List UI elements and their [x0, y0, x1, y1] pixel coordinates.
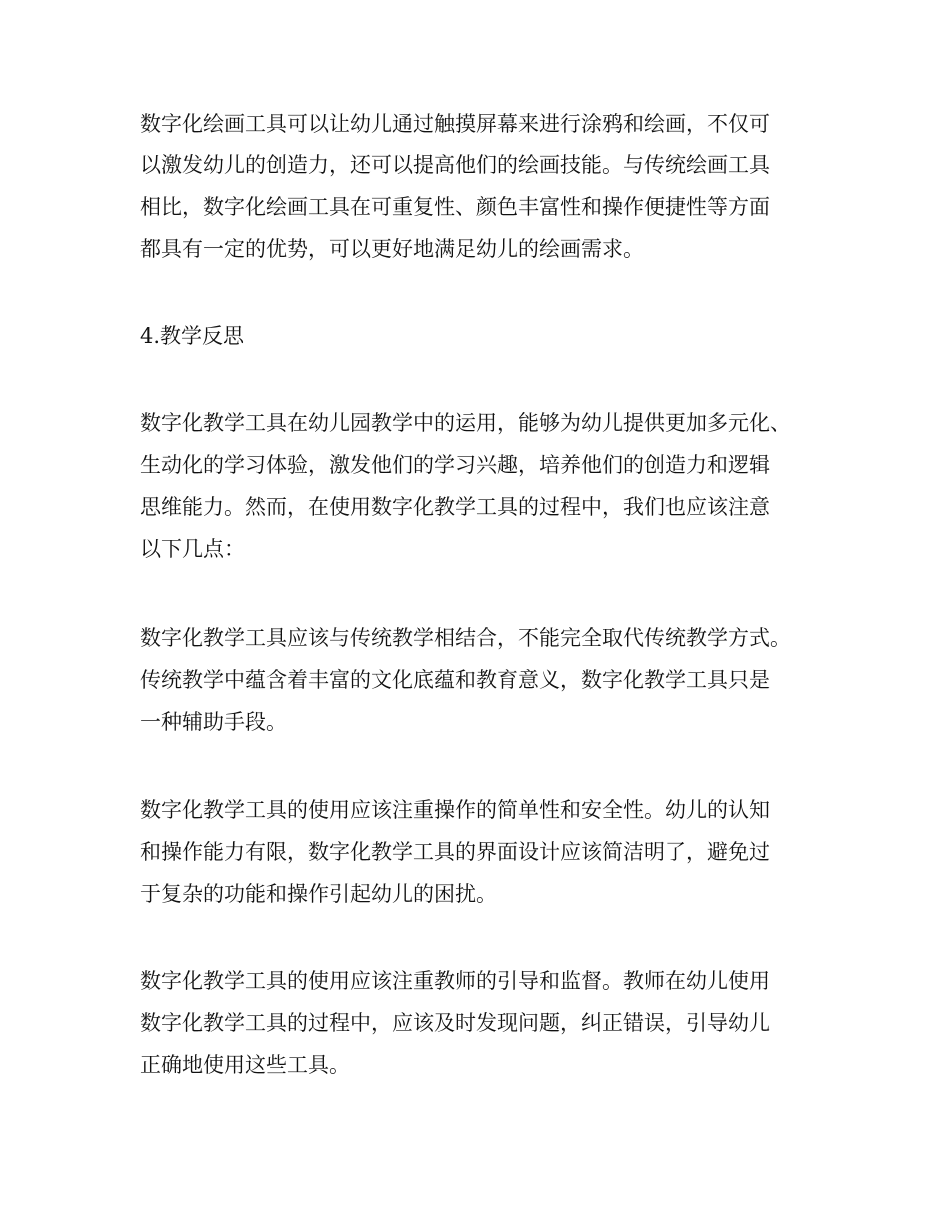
- paragraph-line: 数字化教学工具的使用应该注重教师的引导和监督。教师在幼儿使用: [140, 969, 770, 993]
- paragraph-line: 数字化教学工具在幼儿园教学中的运用，能够为幼儿提供更加多元化、: [140, 411, 791, 435]
- section-heading: 4.教学反思: [140, 324, 245, 348]
- paragraph-line: 相比，数字化绘画工具在可重复性、颜色丰富性和操作便捷性等方面: [140, 195, 770, 219]
- paragraph-line: 传统教学中蕴含着丰富的文化底蕴和教育意义，数字化教学工具只是: [140, 668, 770, 692]
- paragraph-line: 数字化教学工具的使用应该注重操作的简单性和安全性。幼儿的认知: [140, 798, 770, 822]
- paragraph-line: 正确地使用这些工具。: [140, 1053, 350, 1077]
- paragraph-line: 以激发幼儿的创造力，还可以提高他们的绘画技能。与传统绘画工具: [140, 153, 770, 177]
- paragraph-line: 生动化的学习体验，激发他们的学习兴趣，培养他们的创造力和逻辑: [140, 453, 770, 477]
- paragraph-line: 以下几点：: [140, 537, 245, 561]
- paragraph-line: 数字化教学工具的过程中，应该及时发现问题，纠正错误，引导幼儿: [140, 1011, 770, 1035]
- paragraph-line: 一种辅助手段。: [140, 710, 287, 734]
- paragraph-line: 思维能力。然而，在使用数字化教学工具的过程中，我们也应该注意: [140, 495, 770, 519]
- paragraph-line: 和操作能力有限，数字化教学工具的界面设计应该简洁明了，避免过: [140, 840, 770, 864]
- paragraph-line: 都具有一定的优势，可以更好地满足幼儿的绘画需求。: [140, 237, 644, 261]
- paragraph-line: 于复杂的功能和操作引起幼儿的困扰。: [140, 882, 497, 906]
- paragraph-line: 数字化绘画工具可以让幼儿通过触摸屏幕来进行涂鸦和绘画，不仅可: [140, 112, 770, 136]
- paragraph-line: 数字化教学工具应该与传统教学相结合，不能完全取代传统教学方式。: [140, 626, 791, 650]
